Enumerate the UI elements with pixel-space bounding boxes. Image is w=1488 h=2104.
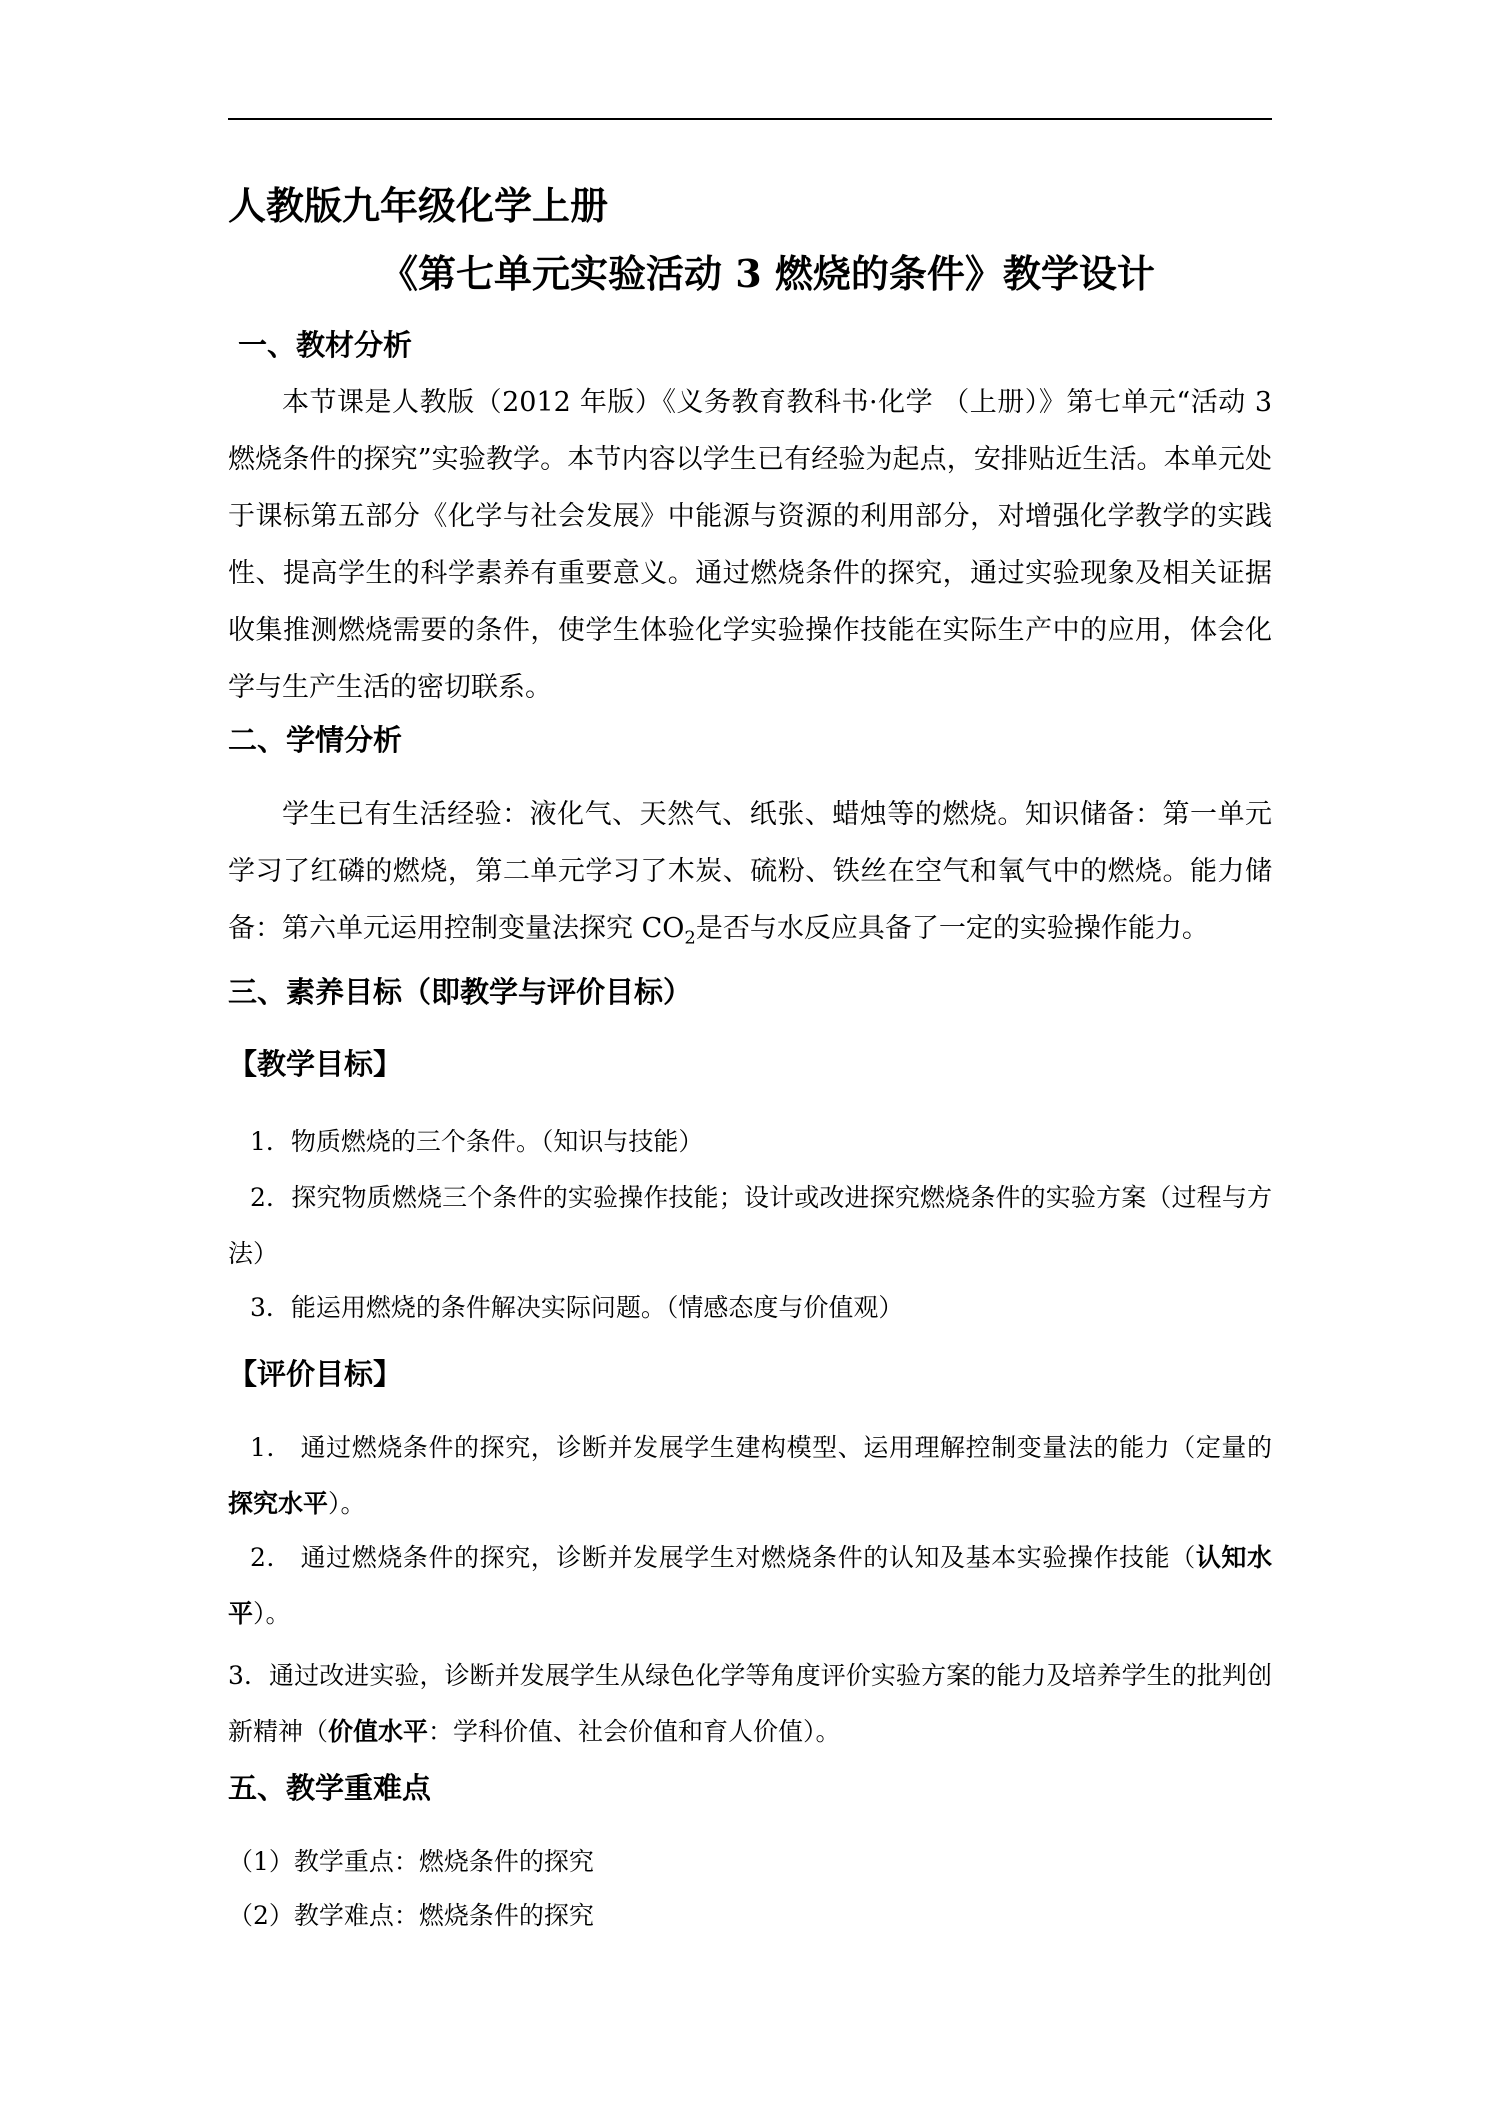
- section-heading-key-points: 五、教学重难点: [228, 1771, 432, 1805]
- evaluation-goal-1-end: ）。: [328, 1489, 366, 1518]
- teaching-goal-2: 2．探究物质燃烧三个条件的实验操作技能；设计或改进探究燃烧条件的实验方案（过程与方法）: [228, 1183, 1272, 1268]
- evaluation-goal-3-text: 3．通过改进实验，诊断并发展学生从绿色化学等角度评价实验方案的能力及培养学生的批判创新精神（: [228, 1661, 1272, 1746]
- doc-title-line2: 《第七单元实验活动 3 燃烧的条件》教学设计: [380, 251, 1155, 296]
- student-analysis-text-a: 学生已有生活经验：液化气、天然气、纸张、蜡烛等的燃烧。知识储备：第一单元学习了红磷的燃烧，第二单元学习了木炭、硫粉、铁丝在空气和氧气中的燃烧。能力储备：第六单元运用控制变量法探究 CO: [228, 799, 1272, 944]
- section-heading-literacy-goals: 三、素养目标（即教学与评价目标）: [228, 975, 693, 1009]
- teaching-goal-3: 3．能运用燃烧的条件解决实际问题。（情感态度与价值观）: [250, 1293, 904, 1322]
- evaluation-goal-2-end: ）。: [253, 1599, 291, 1628]
- evaluation-goal-2-text: 2． 通过燃烧条件的探究，诊断并发展学生对燃烧条件的认知及基本实验操作技能（: [250, 1543, 1196, 1572]
- section-body-material-analysis: 本节课是人教版（2012 年版）《义务教育教科书·化学 （上册）》第七单元“活动 3 燃烧条件的探究”实验教学。本节内容以学生已有经验为起点，安排贴近生活。本单元处于课标第五部分《化学与社会发展》中能源与资源的利用部分，对增强化学教学的实践性、提高学生的科学素养有重要意义。通过燃烧条件的探究，通过实验现象及相关证据收集推测燃烧需要的条件，使学生体验化学实验操作技能在实际生产中的应用，体会化学与生产生活的密切联系。: [228, 387, 1272, 703]
- header-rule: [228, 118, 1272, 120]
- evaluation-goal-1-level: 探究水平: [228, 1489, 329, 1518]
- doc-title-line1: 人教版九年级化学上册: [228, 183, 609, 228]
- evaluation-goal-2-level: 认知水平: [228, 1543, 1272, 1628]
- evaluation-goal-3-end: ：学科价值、社会价值和育人价值）。: [428, 1717, 841, 1746]
- evaluation-goal-1-text: 1． 通过燃烧条件的探究，诊断并发展学生建构模型、运用理解控制变量法的能力（定量的: [250, 1433, 1272, 1462]
- evaluation-goal-3: [228, 1648, 1272, 1760]
- section-heading-student-analysis: 二、学情分析: [228, 723, 403, 757]
- section-heading-material-analysis: 一、教材分析: [238, 328, 413, 362]
- evaluation-goal-1: [228, 1420, 1272, 1532]
- student-analysis-text-b: 是否与水反应具备了一定的实验操作能力。: [695, 913, 1209, 944]
- evaluation-goal-2: [228, 1530, 1272, 1642]
- co2-subscript: 2: [684, 927, 696, 949]
- subheading-teaching-goals: 【教学目标】: [228, 1047, 403, 1081]
- section-body-student-analysis: [228, 786, 1272, 966]
- difficult-point-item: （2）教学难点：燃烧条件的探究: [228, 1901, 594, 1930]
- teaching-goal-1: 1．物质燃烧的三个条件。（知识与技能）: [250, 1127, 704, 1156]
- key-point-item: （1）教学重点：燃烧条件的探究: [228, 1847, 594, 1876]
- subheading-evaluation-goals: 【评价目标】: [228, 1357, 403, 1391]
- evaluation-goal-3-level: 价值水平: [328, 1717, 429, 1746]
